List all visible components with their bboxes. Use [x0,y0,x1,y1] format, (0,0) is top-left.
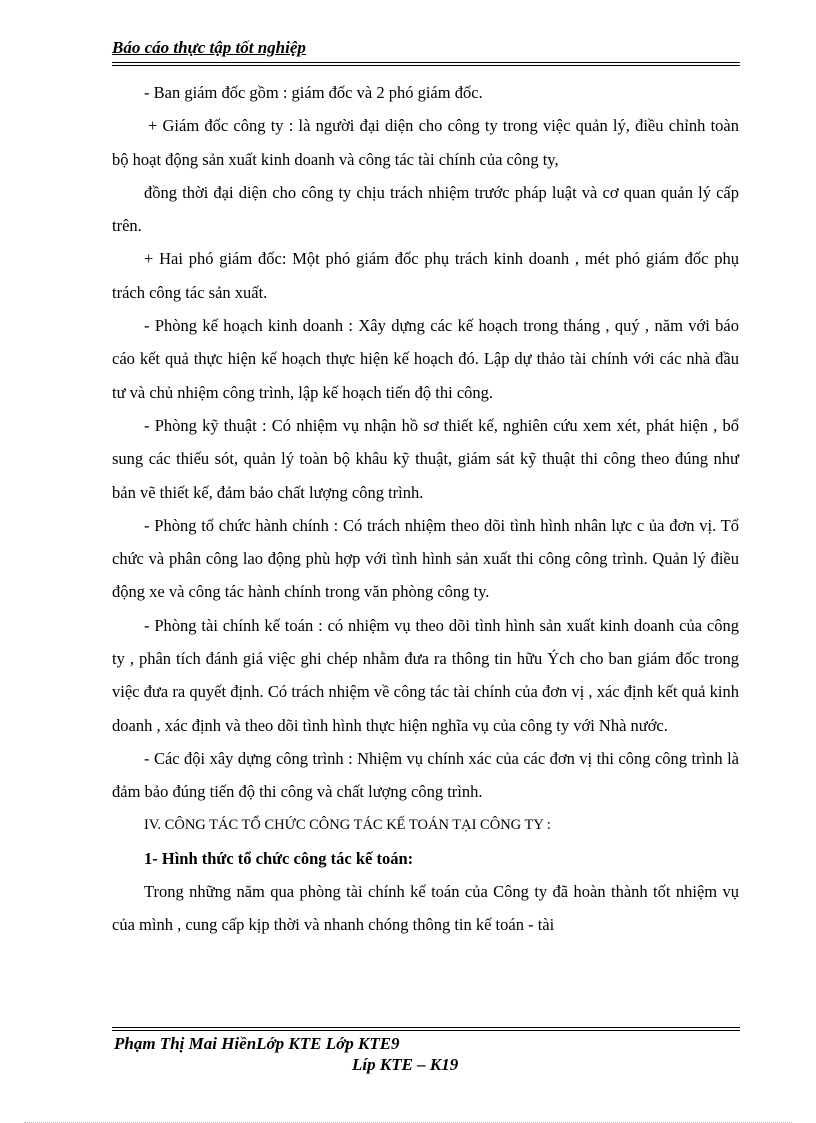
footer-author: Phạm Thị Mai HiềnLớp KTE Lớp KTE9 [114,1034,400,1053]
paragraph-director: + Giám đốc công ty : là người đại diện cho công ty trong việc quản lý, điều chỉnh toàn bộ hoạt động sản xuất kinh doanh và công tác tài chính của công ty, [112,116,739,169]
header-rule-bottom [112,65,740,66]
paragraph-planning-dept: - Phòng kế hoạch kinh doanh : Xây dựng các kế hoạch trong tháng , quý , năm với báo cáo kết quả thực hiện kế hoạch thực hiện kế hoạch đó. Lập dự thảo tài chính với các nhà đầu tư và chủ nhiệm công trình, lập kế hoạch tiến độ thi công. [112,316,739,402]
paragraph-director-cont: đồng thời đại diện cho công ty chịu trách nhiệm trước pháp luật và cơ quan quản lý cấp trên. [112,182,739,236]
paragraph-board: - Ban giám đốc gồm : giám đốc và 2 phó giám đốc. [144,83,483,102]
paragraph-deputy-directors: + Hai phó giám đốc: Một phó giám đốc phụ trách kinh doanh , mét phó giám đốc phụ trách công tác sản xuất. [112,249,739,302]
paragraph-construction-teams: - Các đội xây dựng công trình : Nhiệm vụ chính xác của các đơn vị thi công công trình là đảm bảo đúng tiến độ thi công và chất lượng công trình. [112,748,739,802]
body-text [112,76,739,942]
header-rule-top [112,62,740,63]
paragraph-admin-dept: - Phòng tổ chức hành chính : Có trách nhiệm theo dõi tình hình nhân lực c ủa đơn vị. Tổ chức và phân công lao động phù hợp với tình hình sản xuất thi công công trình. Quản lý điều động xe và công tác hành chính trong văn phòng công ty. [112,515,739,602]
header-title: Báo cáo thực tập tốt nghiệp [112,38,306,57]
paragraph-finance-dept: - Phòng tài chính kế toán : có nhiệm vụ theo dõi tình hình sản xuất kinh doanh của công ty , phân tích đánh giá việc ghi chép nhằm đưa ra thông tin hữu Ých cho ban giám đốc trong việc đưa ra quyết định. Có trách nhiệm về công tác tài chính của đơn vị , xác định kết quả kinh doanh , xác định và theo dõi tình hình thực hiện nghĩa vụ của công ty với Nhà nước. [112,615,739,735]
section-heading: IV. CÔNG TÁC TỔ CHỨC CÔNG TÁC KẾ TOÁN TẠI CÔNG TY : [144,816,551,833]
footer-rule-top [112,1027,740,1028]
paragraph-last: Trong những năm qua phòng tài chính kế toán của Công ty đã hoàn thành tốt nhiệm vụ của mình , cung cấp kịp thời và nhanh chóng thông tin kế toán - tài [112,882,739,935]
paragraph-technical-dept: - Phòng kỹ thuật : Có nhiệm vụ nhận hồ sơ thiết kế, nghiên cứu xem xét, phát hiện , bổ sung các thiếu sót, quản lý toàn bộ khâu kỹ thuật, giám sát kỹ thuật thi công theo đúng như bản vẽ thiết kế, đảm bảo chất lượng công trình. [112,415,739,502]
footer-rule-bottom [112,1030,740,1031]
subheading: 1- Hình thức tổ chức công tác kế toán: [144,848,414,868]
footer-class: Líp KTE – K19 [352,1055,459,1074]
